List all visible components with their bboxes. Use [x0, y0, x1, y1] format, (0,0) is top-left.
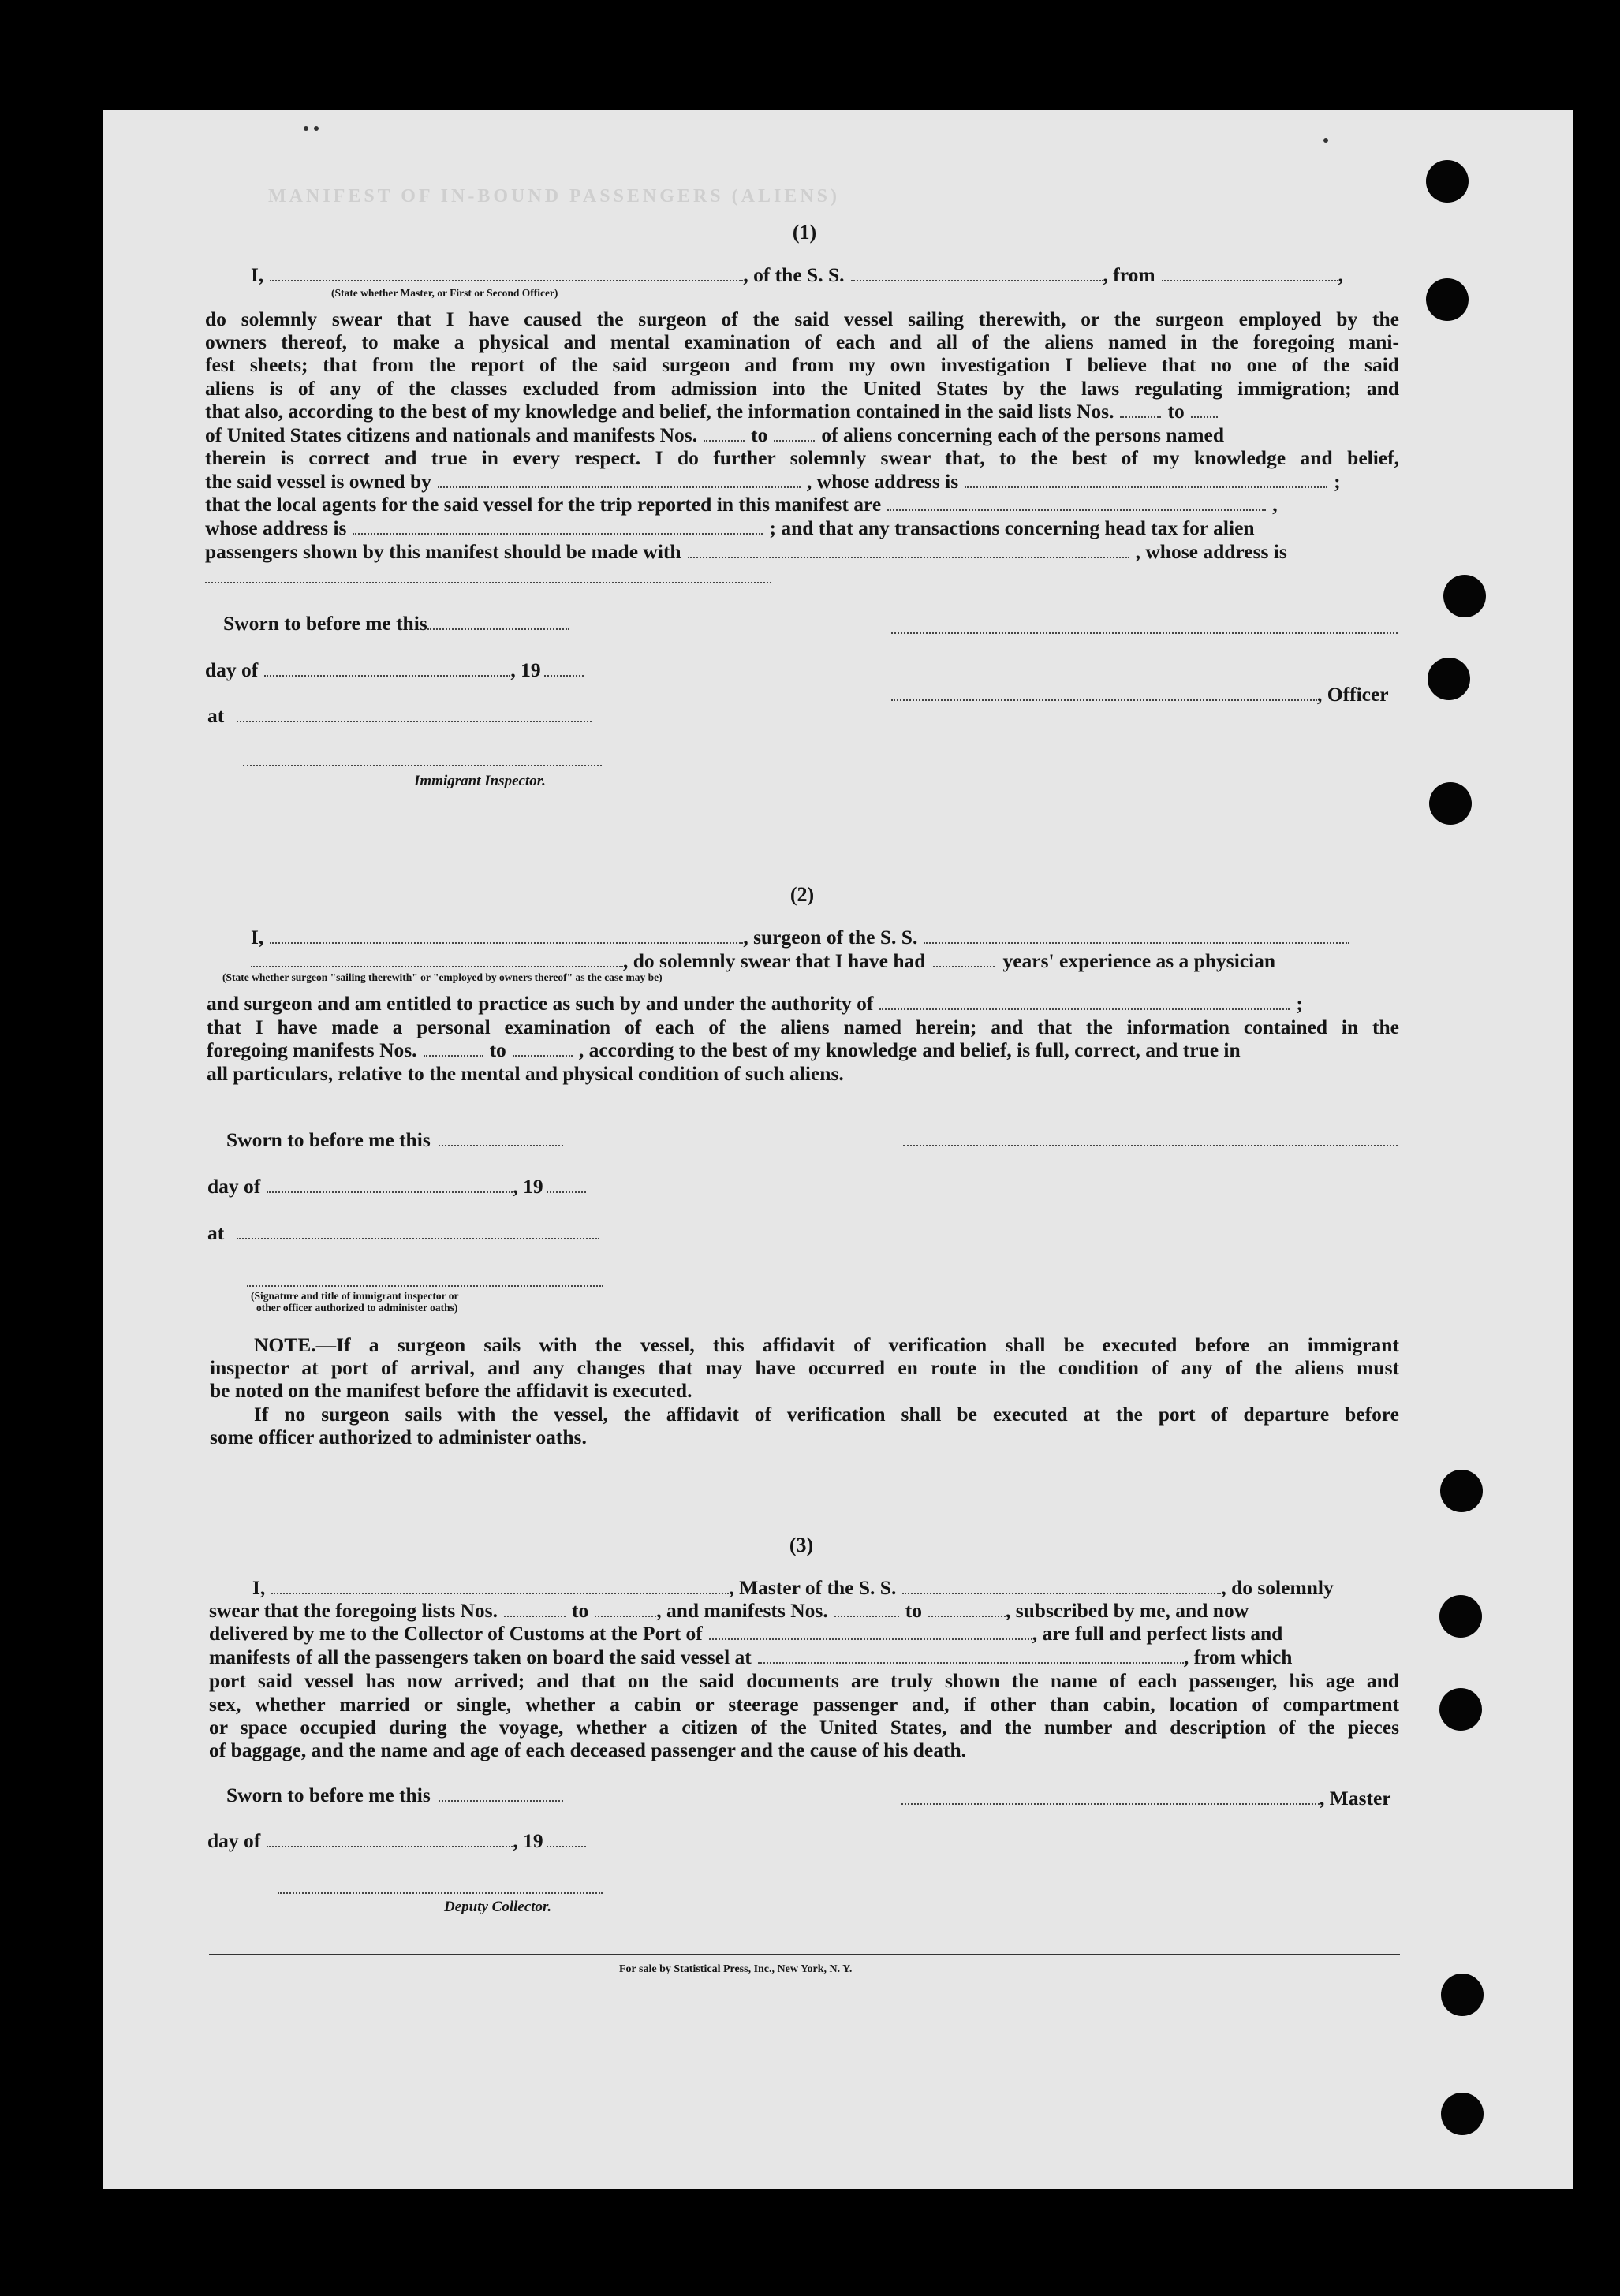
s2-sworn: Sworn to before me this: [226, 1128, 563, 1152]
section-3-heading: (3): [789, 1534, 814, 1556]
s2-signature-caption-1: (Signature and title of immigrant inspector or: [251, 1290, 459, 1302]
s2-note-5: some officer authorized to administer oaths.: [210, 1426, 587, 1448]
s2-line-2: , do solemnly swear that I have had years' experience as a physician: [251, 949, 1399, 973]
s1-inspector-line: [243, 765, 602, 766]
binder-hole: [1441, 1974, 1484, 2016]
s1-inspector-caption: Immigrant Inspector.: [414, 773, 546, 789]
s1-line-4: fest sheets; that from the report of the said surgeon and from my own investigation I believe that no one of the said: [205, 353, 1399, 376]
s1-line-7: of United States citizens and nationals and manifests Nos. to of aliens concerning each of the persons named: [205, 423, 1225, 446]
s3-line-8: of baggage, and the name and age of each deceased passenger and the cause of his death.: [209, 1739, 967, 1761]
s3-line-7: or space occupied during the voyage, whether a citizen of the United States, and the number and description of the pieces: [209, 1716, 1399, 1739]
footer-imprint: For sale by Statistical Press, Inc., New York, N. Y.: [619, 1963, 853, 1975]
section-2-heading: (2): [789, 883, 815, 906]
binder-hole: [1428, 658, 1470, 700]
s1-line-10: that the local agents for the said vessel for the trip reported in this manifest are ,: [205, 493, 1278, 516]
s3-collector-line: [278, 1892, 603, 1894]
binder-hole: [1441, 2093, 1484, 2135]
s1-at: at: [207, 704, 592, 728]
s1-line-9: the said vessel is owned by , whose address is ;: [205, 470, 1341, 493]
s1-line-5: aliens is of any of the classes excluded from admission into the United States by the laws regulating immigration; and: [205, 377, 1399, 400]
binder-hole: [1443, 575, 1486, 617]
speck: [314, 126, 319, 131]
s2-signature-caption-line: [247, 1285, 603, 1287]
speck: [304, 126, 308, 131]
binder-hole: [1429, 782, 1472, 825]
s2-at: at: [207, 1221, 599, 1245]
s2-signature-caption-2: other officer authorized to administer oaths): [256, 1302, 458, 1314]
s1-sworn: Sworn to before me this: [223, 612, 569, 636]
s3-line-2: swear that the foregoing lists Nos. to , and manifests Nos. to , subscribed by me, and now: [209, 1599, 1249, 1622]
s3-collector-caption: Deputy Collector.: [444, 1899, 552, 1915]
s3-line-5: port said vessel has now arrived; and that on the said documents are truly shown the name of each passenger, his age and: [209, 1669, 1399, 1692]
s1-line-6: that also, according to the best of my knowledge and belief, the information contained in the said lists Nos. to: [205, 400, 1399, 423]
s3-line-6: sex, whether married or single, whether a cabin or steerage passenger and, if other than cabin, location of compartment: [209, 1693, 1399, 1716]
s2-line-5: foregoing manifests Nos. to , according to the best of my knowledge and belief, is full, correct, and true in: [207, 1038, 1241, 1061]
s1-dayof: day of , 19: [205, 658, 584, 682]
s1-officer-note: (State whether Master, or First or Second Officer): [331, 287, 558, 299]
s1-line-1: I, , of the S. S. , from ,: [251, 263, 1344, 286]
s3-line-1: I, , Master of the S. S. , do solemnly: [252, 1576, 1334, 1599]
bleed-through-header: MANIFEST OF IN-BOUND PASSENGERS (ALIENS): [268, 186, 840, 207]
s3-line-3: delivered by me to the Collector of Customs at the Port of , are full and perfect lists and: [209, 1622, 1283, 1645]
s1-line-8: therein is correct and true in every respect. I do further solemnly swear that, to the best of my knowledge and belief,: [205, 446, 1399, 469]
s3-master-line: , Master: [901, 1787, 1391, 1810]
binder-hole: [1426, 278, 1469, 321]
binder-hole: [1439, 1595, 1482, 1638]
s1-signature-line: [891, 632, 1398, 634]
binder-hole: [1439, 1688, 1482, 1731]
s3-sworn: Sworn to before me this: [226, 1784, 563, 1807]
s2-surgeon-note: (State whether surgeon "sailing therewith" or "employed by owners thereof" as the case may be): [222, 971, 663, 983]
binder-hole: [1426, 160, 1469, 203]
s2-signature-line: [903, 1145, 1398, 1146]
footer-rule: [209, 1954, 1400, 1955]
s1-line-12: passengers shown by this manifest should be made with , whose address is: [205, 540, 1287, 563]
s1-officer-line: , Officer: [891, 683, 1389, 706]
s3-line-4: manifests of all the passengers taken on board the said vessel at , from which: [209, 1646, 1293, 1668]
s2-note-3: be noted on the manifest before the affidavit is executed.: [210, 1379, 692, 1402]
s2-note-4: If no surgeon sails with the vessel, the affidavit of verification shall be executed at the port of departure before: [254, 1403, 1399, 1426]
s2-line-4: that I have made a personal examination of each of the aliens named herein; and that the information contained in the: [207, 1016, 1399, 1038]
speck: [1323, 138, 1328, 143]
s1-line-2: do solemnly swear that I have caused the surgeon of the said vessel sailing therewith, or the surgeon employed by the: [205, 308, 1399, 330]
s2-note-2: inspector at port of arrival, and any changes that may have occurred en route in the condition of any of the aliens must: [210, 1356, 1399, 1379]
section-1-heading: (1): [792, 221, 817, 244]
binder-hole: [1440, 1470, 1483, 1512]
s1-address-line: [205, 582, 771, 583]
s3-dayof: day of , 19: [207, 1829, 586, 1853]
s1-line-11: whose address is ; and that any transactions concerning head tax for alien: [205, 516, 1255, 539]
s2-line-3: and surgeon and am entitled to practice as such by and under the authority of ;: [207, 992, 1303, 1015]
s2-dayof: day of , 19: [207, 1175, 586, 1198]
s2-note-1: NOTE.—If a surgeon sails with the vessel, this affidavit of verification shall be executed before an immigrant: [254, 1333, 1399, 1356]
s2-line-1: I, , surgeon of the S. S.: [251, 926, 1399, 949]
s2-line-6: all particulars, relative to the mental and physical condition of such aliens.: [207, 1062, 844, 1085]
s1-line-3: owners thereof, to make a physical and mental examination of each and all of the aliens named in the foregoing mani-: [205, 330, 1399, 353]
